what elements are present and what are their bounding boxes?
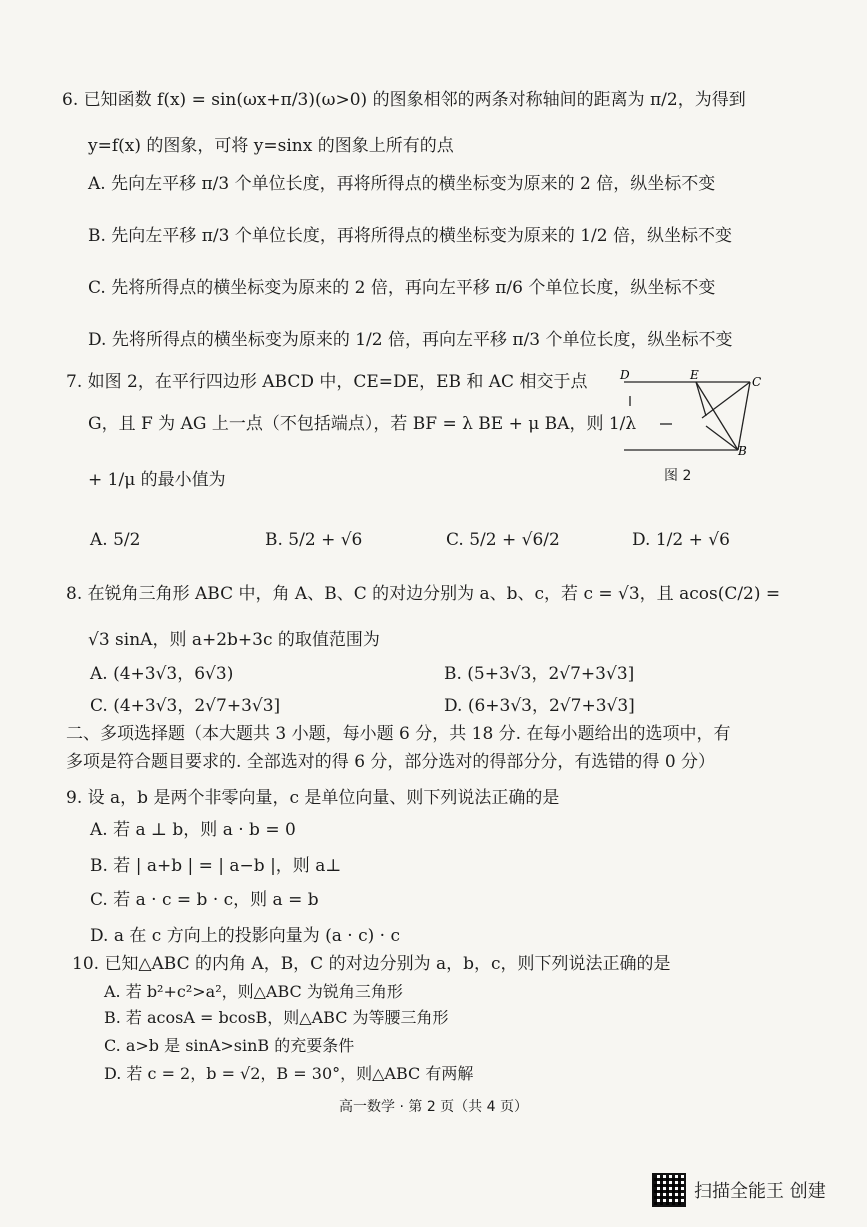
q9-stem: 9. 设 a，b 是两个非零向量，c 是单位向量、则下列说法正确的是: [66, 788, 560, 808]
page-footer: 高一数学 · 第 2 页（共 4 页）: [339, 1099, 528, 1115]
scanner-watermark: [652, 1172, 826, 1208]
q9-option-b: B. 若 | a+b | = | a−b |，则 a⊥: [90, 856, 342, 876]
figure-label-b: B: [738, 444, 747, 458]
q8-option-b: B. (5+3√3，2√7+3√3]: [444, 664, 635, 684]
q9-option-c: C. 若 a · c = b · c，则 a = b: [90, 890, 319, 910]
q10-option-a: A. 若 b²+c²>a²，则△ABC 为锐角三角形: [104, 982, 403, 1001]
q8-option-d: D. (6+3√3，2√7+3√3]: [444, 696, 635, 716]
q8-option-c: C. (4+3√3，2√7+3√3]: [90, 696, 281, 716]
q7-option-b: B. 5/2 + √6: [265, 530, 363, 550]
q7-stem-line2: G，且 F 为 AG 上一点（不包括端点），若 BF = λ BE + μ BA，则 1/λ: [88, 414, 637, 434]
q10-stem: 10. 已知△ABC 的内角 A，B，C 的对边分别为 a，b，c，则下列说法正确的是: [72, 954, 671, 974]
q7-option-c: C. 5/2 + √6/2: [446, 530, 560, 550]
q8-stem-line1: 8. 在锐角三角形 ABC 中，角 A、B、C 的对边分别为 a、b、c，若 c = √3，且 acos(C/2) =: [66, 584, 781, 604]
q9-option-a: A. 若 a ⊥ b，则 a · b = 0: [90, 820, 296, 840]
watermark-text: 扫描全能王 创建: [694, 1181, 826, 1202]
figure-label-e: E: [690, 368, 699, 382]
q7-option-d: D. 1/2 + √6: [632, 530, 730, 550]
figure-caption: 图 2: [664, 468, 692, 484]
q6-stem-line2: y=f(x) 的图象，可将 y=sinx 的图象上所有的点: [88, 136, 454, 156]
q7-stem-line3: + 1/μ 的最小值为: [88, 470, 226, 490]
q6-option-c: C. 先将所得点的横坐标变为原来的 2 倍，再向左平移 π/6 个单位长度，纵坐标不变: [88, 278, 716, 298]
q10-option-d: D. 若 c = 2，b = √2，B = 30°，则△ABC 有两解: [104, 1064, 474, 1083]
parallelogram-figure: [620, 366, 760, 456]
qr-code-icon: [652, 1173, 686, 1207]
q6-option-d: D. 先将所得点的横坐标变为原来的 1/2 倍，再向左平移 π/3 个单位长度，纵坐标不变: [88, 330, 733, 350]
figure-label-c: C: [752, 375, 762, 389]
q7-stem-line1: 7. 如图 2，在平行四边形 ABCD 中，CE=DE，EB 和 AC 相交于点: [66, 372, 588, 392]
q10-option-b: B. 若 acosA = bcosB，则△ABC 为等腰三角形: [104, 1008, 449, 1027]
q8-stem-line2: √3 sinA，则 a+2b+3c 的取值范围为: [88, 630, 380, 650]
section2-heading-line1: 二、多项选择题（本大题共 3 小题，每小题 6 分，共 18 分. 在每小题给出的选项中，有: [66, 724, 731, 744]
q8-option-a: A. (4+3√3，6√3): [90, 664, 234, 684]
q7-option-a: A. 5/2: [90, 530, 141, 550]
section2-heading-line2: 多项是符合题目要求的. 全部选对的得 6 分，部分选对的得部分分，有选错的得 0 分）: [66, 752, 716, 772]
q6-option-b: B. 先向左平移 π/3 个单位长度，再将所得点的横坐标变为原来的 1/2 倍，纵坐标不变: [88, 226, 732, 246]
q10-option-c: C. a>b 是 sinA>sinB 的充要条件: [104, 1036, 355, 1055]
q9-option-d: D. a 在 c 方向上的投影向量为 (a · c) · c: [90, 926, 400, 946]
figure-label-d: D: [620, 368, 630, 382]
q6-option-a: A. 先向左平移 π/3 个单位长度，再将所得点的横坐标变为原来的 2 倍，纵坐标不变: [88, 174, 716, 194]
q6-stem-line1: 6. 已知函数 f(x) = sin(ωx+π/3)(ω>0) 的图象相邻的两条对称轴间的距离为 π/2，为得到: [62, 90, 746, 110]
